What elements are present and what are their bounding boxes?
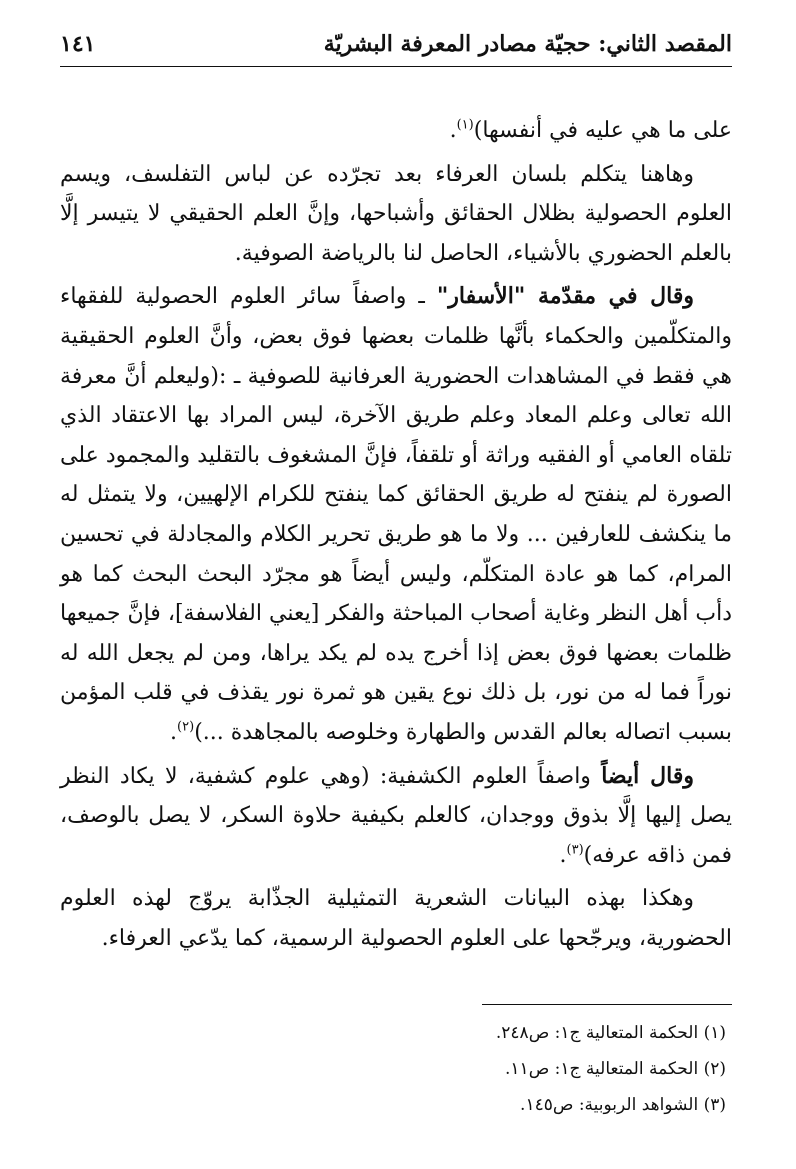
running-header [60, 28, 732, 67]
paragraph: وقال أيضاً واصفاً العلوم الكشفية: (وهي علوم كشفية، لا يكاد النظر يصل إليها إلَّا بذوق ووجدان، كالعلم بكيفية حلاوة السكر، لا يصل بالوصف، فمن ذاقه عرفه)$^{(٣)}$. [60, 762, 732, 868]
footnotes [60, 1015, 732, 1123]
page [60, 28, 732, 1123]
paragraph: وهكذا بهذه البيانات الشعرية التمثيلية الجذّابة يروّج لهذه العلوم الحضورية، ويرجّحها على العلوم الحصولية الرسمية، كما يدّعي العرفاء. [60, 886, 732, 951]
footnote: (١) الحكمة المتعالية ج١: ص٢٤٨. [495, 1023, 726, 1044]
page-number: ١٤١ [60, 31, 96, 57]
footnote: (٣) الشواهد الربوبية: ص١٤٥. [520, 1095, 726, 1116]
paragraph: على ما هي عليه في أنفسها)$^{(١)}$. [449, 117, 732, 143]
paragraph: وقال في مقدّمة "الأسفار" ـ واصفاً سائر العلوم الحصولية للفقهاء والمتكلّمين والحكماء بأنَّها ظلمات بعضها فوق بعض، وأنَّ العلوم الحقيقية هي فقط في المشاهدات الحضورية العرفانية للصوفية ـ :(وليعلم أنَّ معرفة الله تعالى وعلم المعاد وعلم طريق الآخرة، ليس المراد بها الاعتقاد الذي تلقاه العامي أو الفقيه وراثة أو تلقفاً، فإنَّ المشغوف بالتقليد والمجمود على الصورة لم ينفتح له طريق الحقائق كما ينفتح للكرام الإلهيين، ولا يتمثل له ما ينكشف للعارفين ... ولا ما هو طريق تحرير الكلام والمجادلة في تحسين المرام، كما هو عادة المتكلّم، وليس أيضاً هو مجرّد البحث البحث كما هو دأب أهل النظر وغاية أصحاب المباحثة والفكر [يعني الفلاسفة]، فإنَّ جميعها ظلمات بعضها فوق بعض إذا أخرج يده لم يكد يراها، ومن لم يجعل الله له نوراً فما له من نور، بل ذلك نوع يقين هو ثمرة نور يقذف في قلب المؤمن بسبب اتصاله بعالم القدس والطهارة وخلوصه بالمجاهدة ...)$^{(٢)}$. [60, 283, 732, 745]
footnote-ref: (٣) [566, 842, 584, 858]
footnote-ref: (١) [456, 117, 474, 133]
footnote-divider [482, 1004, 732, 1005]
paragraph: وهاهنا يتكلم بلسان العرفاء بعد تجرّده عن لباس التفلسف، ويسم العلوم الحصولية بظلال الحقائق وأشباحها، وإنَّ العلم الحقيقي لا يتيسر إلَّا بالعلم الحضوري بالأشياء، الحاصل لنا بالرياضة الصوفية. [60, 161, 732, 266]
header-title: المقصد الثاني: حجيّة مصادر المعرفة البشريّة [323, 31, 732, 57]
main-text [60, 111, 732, 958]
footnote: (٢) الحكمة المتعالية ج١: ص١١. [505, 1059, 726, 1080]
footnote-ref: (٢) [177, 719, 195, 735]
